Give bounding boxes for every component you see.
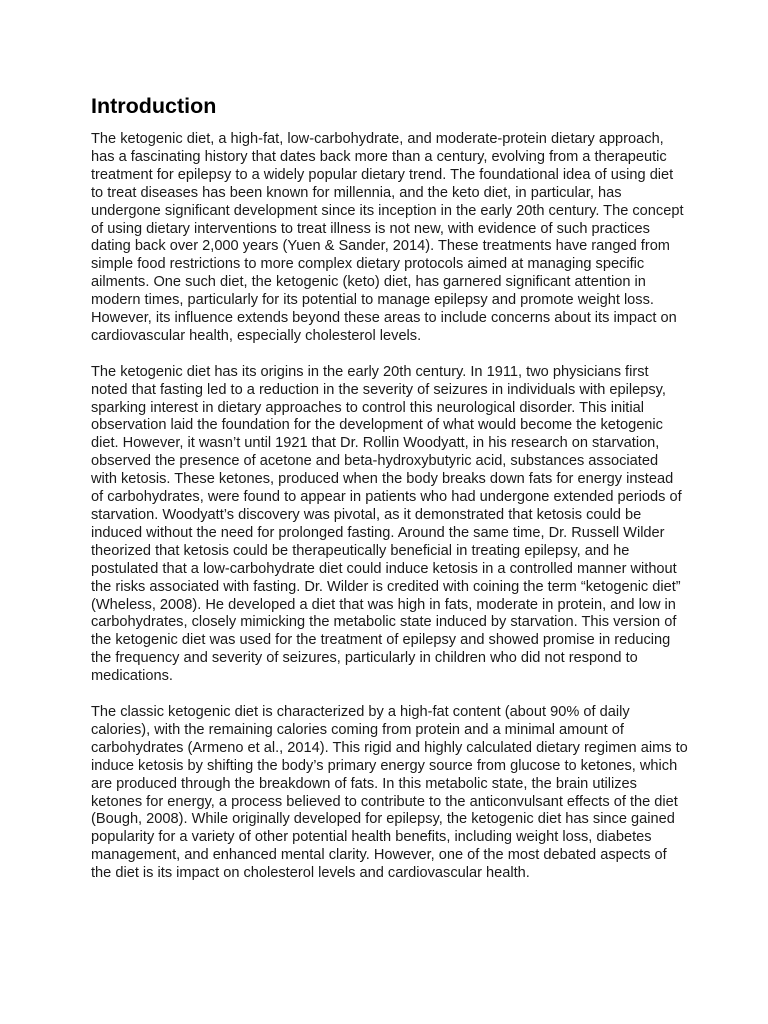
- paragraph-origins: The ketogenic diet has its origins in the early 20th century. In 1911, two physicians first noted that fasting led to a reduction in the severity of seizures in individuals with epilepsy, sparking interest in dietary approaches to control this neurological disorder. This initial observation laid the foundation for the development of what would become the ketogenic diet. However, it wasn’t until 1921 that Dr. Rollin Woodyatt, in his research on starvation, observed the presence of acetone and beta-hydroxybutyric acid, substances associated with ketosis. These ketones, produced when the body breaks down fats for energy instead of carbohydrates, were found to appear in patients who had undergone extended periods of starvation. Woodyatt’s discovery was pivotal, as it demonstrated that ketosis could be induced without the need for prolonged fasting. Around the same time, Dr. Russell Wilder theorized that ketosis could be therapeutically beneficial in treating epilepsy, and he postulated that a low-carbohydrate diet could induce ketosis in a controlled manner without the risks associated with fasting. Dr. Wilder is credited with coining the term “ketogenic diet” (Wheless, 2008). He developed a diet that was high in fats, moderate in protein, and low in carbohydrates, closely mimicking the metabolic state induced by starvation. This version of the ketogenic diet was used for the treatment of epilepsy and showed promise in reducing the frequency and severity of seizures, particularly in children who did not respond to medications.: [91, 363, 682, 685]
- paragraph-history-overview: The ketogenic diet, a high-fat, low-carbohydrate, and moderate-protein dietary approach, has a fascinating history that dates back more than a century, evolving from a therapeutic treatment for epilepsy to a widely popular dietary trend. The foundational idea of using diet to treat diseases has been known for millennia, and the keto diet, in particular, has undergone significant development since its inception in the early 20th century. The concept of using dietary interventions to treat illness is not new, with evidence of such practices dating back over 2,000 years (Yuen & Sander, 2014). These treatments have ranged from simple food restrictions to more complex dietary protocols aimed at managing specific ailments. One such diet, the ketogenic (keto) diet, has garnered significant attention in modern times, particularly for its potential to manage epilepsy and promote weight loss. However, its influence extends beyond these areas to include concerns about its impact on cardiovascular health, especially cholesterol levels.: [91, 131, 684, 344]
- paragraph-classic-diet: The classic ketogenic diet is characterized by a high-fat content (about 90% of daily calories), with the remaining calories coming from protein and a minimal amount of carbohydrates (Armeno et al., 2014). This rigid and highly calculated dietary regimen aims to induce ketosis by shifting the body’s primary energy source from glucose to ketones, which are produced through the breakdown of fats. In this metabolic state, the brain utilizes ketones for energy, a process believed to contribute to the anticonvulsant effects of the diet (Bough, 2008). While originally developed for epilepsy, the ketogenic diet has since gained popularity for a variety of other potential health benefits, including weight loss, diabetes management, and enhanced mental clarity. However, one of the most debated aspects of the diet is its impact on cholesterol levels and cardiovascular health.: [91, 703, 688, 882]
- section-heading: Introduction: [91, 94, 217, 118]
